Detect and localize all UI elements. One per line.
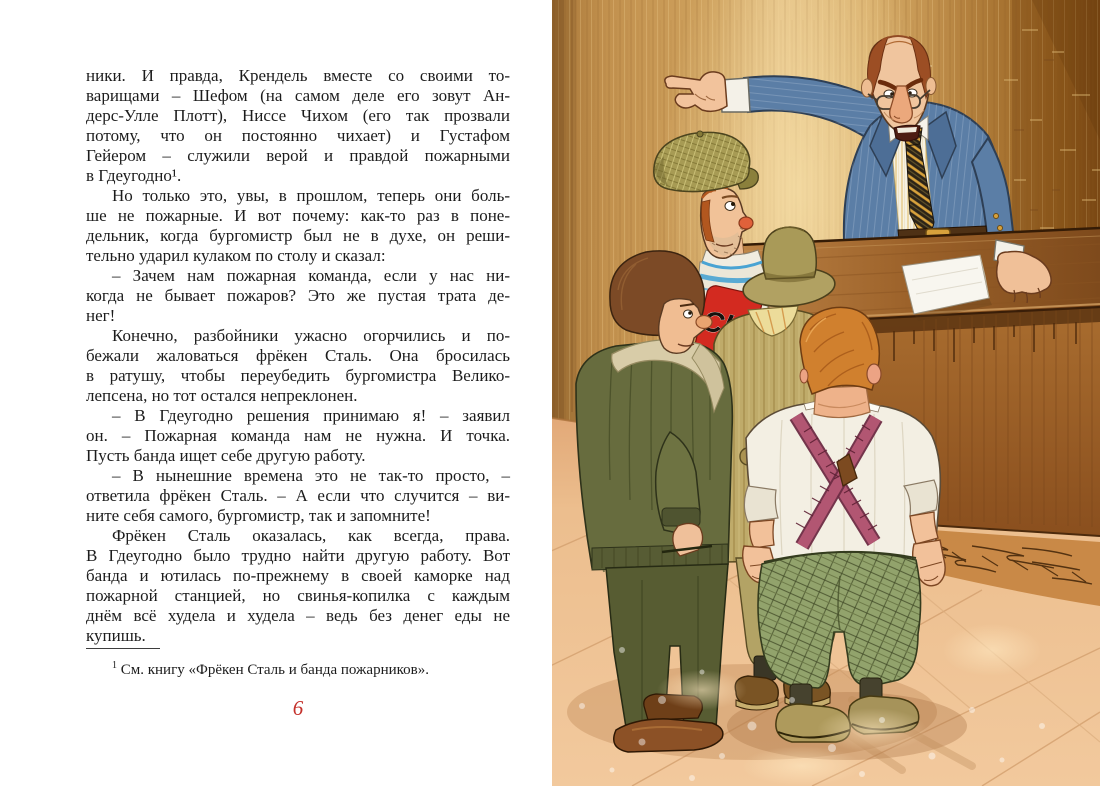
footnote-marker: 1: [112, 660, 117, 671]
paragraph: [86, 406, 510, 466]
text-line: дерс-Улле Плотт), Ниссе Чихом (его так прозвали: [86, 106, 510, 125]
text-line: банда и ютилась по-прежнему в своей каморке над: [86, 566, 510, 585]
text-line: Гейером – служили верой и правдой пожарными: [86, 146, 510, 165]
footnote: [86, 656, 510, 680]
paragraph: [86, 466, 510, 526]
paragraph: [86, 186, 510, 266]
text-line: он. – Пожарная команда нам не нужна. И точка.: [86, 426, 510, 445]
text-line: ответила фрёкен Сталь. – А если что случится – ви-: [86, 486, 510, 505]
text-line: когда не бывает пожаров? Это же пустая трата де-: [86, 286, 510, 305]
text-line: Пусть банда ищет себе другую работу.: [86, 446, 366, 465]
text-line: Но только это, увы, в прошлом, теперь они боль-: [112, 186, 510, 205]
text-line: ники. И правда, Крендель вместе со своими то-: [86, 66, 510, 85]
text-line: потому, что он постоянно чихает) и Густафом: [86, 126, 510, 145]
text-line: ните себя самого, бургомистр, так и запомните!: [86, 506, 431, 525]
text-line: дельник, когда бургомистр был не в духе, он реши-: [86, 226, 510, 245]
text-line: тельно ударил кулаком по столу и сказал:: [86, 246, 386, 265]
right-page: [552, 0, 1100, 786]
text-line: В Гдеугодно было трудно найти другую работу. Вот: [86, 546, 510, 565]
text-line: варищами – Шефом (на самом деле его зовут Ан-: [86, 86, 510, 105]
text-line: в Гдеугодно¹.: [86, 166, 182, 185]
text-line: Конечно, разбойники ужасно огорчились и по-: [112, 326, 510, 345]
text-column: [86, 66, 510, 646]
text-line: купишь.: [86, 626, 146, 645]
footnote-rule: [86, 648, 160, 649]
text-line: – В нынешние времена это не так-то просто, –: [112, 466, 510, 485]
text-line: Фрёкен Сталь оказалась, как всегда, права.: [112, 526, 510, 545]
illustration: [552, 0, 1100, 786]
page-number: 6: [292, 696, 304, 720]
text-line: пожарной станцией, но свинья-копилка с каждым: [86, 586, 510, 605]
text-line: бежали жаловаться фрёкен Сталь. Она бросилась: [86, 346, 510, 365]
paragraph: [86, 266, 510, 326]
text-line: в ратушу, чтобы переубедить бургомистра Велико-: [86, 366, 510, 385]
paragraph: [86, 526, 510, 646]
paragraph: [86, 66, 510, 186]
text-line: нег!: [86, 306, 116, 325]
text-line: – В Гдеугодно решения принимаю я! – заявил: [112, 406, 510, 425]
text-line: ше не пожарные. И вот почему: как-то раз в поне-: [86, 206, 510, 225]
paragraph: [86, 326, 510, 406]
text-line: – Зачем нам пожарная команда, если у нас ни-: [112, 266, 510, 285]
text-line: лепсена, но тот остался непреклонен.: [86, 386, 358, 405]
text-line: днём всё худела и худела – ведь без денег еды не: [86, 606, 510, 625]
footnote-text: См. книгу «Фрёкен Сталь и банда пожарников».: [120, 662, 429, 678]
